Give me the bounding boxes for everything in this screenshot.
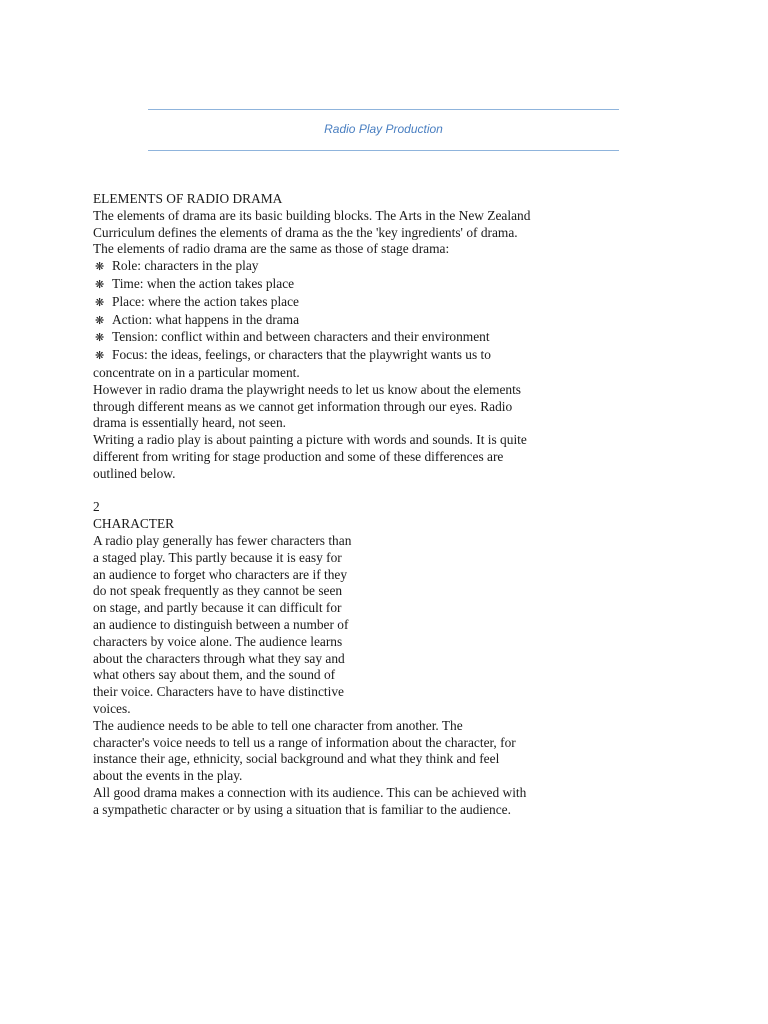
- paragraph-line: different from writing for stage production and some of these differences are: [93, 448, 504, 464]
- bullet-icon: ❋: [95, 296, 105, 309]
- bullet-icon: ❋: [95, 261, 105, 274]
- paragraph-line: an audience to forget who characters are if they: [93, 566, 348, 582]
- bullet-item: ❋ Tension: conflict within and between characters and their environment: [93, 329, 613, 347]
- paragraph-line: do not speak frequently as they cannot be seen: [93, 583, 343, 599]
- section-heading-character: CHARACTER: [93, 516, 175, 532]
- paragraph-line: about the characters through what they say and: [93, 650, 345, 666]
- paragraph-line: outlined below.: [93, 465, 176, 481]
- paragraph-line: an audience to distinguish between a number of: [93, 616, 349, 632]
- running-header-title: Radio Play Production: [324, 122, 443, 136]
- bullet-item: ❋ Place: where the action takes place: [93, 294, 613, 312]
- header-rule-top: [148, 109, 619, 110]
- spacer: [93, 483, 613, 500]
- paragraph-line: their voice. Characters have to have distinctive: [93, 684, 344, 700]
- paragraph-line: a sympathetic character or by using a situation that is familiar to the audience.: [93, 801, 511, 817]
- bullet-item: ❋ Role: characters in the play: [93, 258, 613, 276]
- header-rule-bottom: [148, 150, 619, 151]
- intro-line: Curriculum defines the elements of drama as the the 'key ingredients' of drama.: [93, 224, 518, 240]
- bullet-item: ❋ Action: what happens in the drama: [93, 312, 613, 330]
- paragraph-line: drama is essentially heard, not seen.: [93, 415, 286, 431]
- paragraph-line: Writing a radio play is about painting a picture with words and sounds. It is quite: [93, 432, 527, 448]
- paragraph-line: a staged play. This partly because it is easy for: [93, 549, 342, 565]
- intro-line: The elements of radio drama are the same as those of stage drama:: [93, 241, 450, 257]
- bullet-icon: ❋: [95, 314, 105, 327]
- paragraph-line: All good drama makes a connection with its audience. This can be achieved with: [93, 784, 527, 800]
- bullet-continuation: concentrate on in a particular moment.: [93, 364, 300, 380]
- bullet-icon: ❋: [95, 278, 105, 291]
- paragraph-line: However in radio drama the playwright needs to let us know about the elements: [93, 381, 522, 397]
- paragraph-line: voices.: [93, 700, 131, 716]
- section-heading-elements: ELEMENTS OF RADIO DRAMA: [93, 191, 283, 206]
- paragraph-line: instance their age, ethnicity, social background and what they think and feel: [93, 751, 500, 767]
- bullet-icon: ❋: [95, 332, 105, 345]
- bullet-icon: ❋: [95, 350, 105, 363]
- document-body: [93, 191, 613, 818]
- bullet-item: ❋ Focus: the ideas, feelings, or characters that the playwright wants us to: [93, 347, 613, 365]
- paragraph-line: A radio play generally has fewer characters than: [93, 532, 352, 548]
- paragraph-line: through different means as we cannot get information through our eyes. Radio: [93, 398, 513, 414]
- paragraph-line: on stage, and partly because it can difficult for: [93, 600, 342, 616]
- paragraph-line: characters by voice alone. The audience learns: [93, 633, 343, 649]
- paragraph-line: about the events in the play.: [93, 768, 243, 784]
- intro-line: The elements of drama are its basic building blocks. The Arts in the New Zealand: [93, 207, 531, 223]
- bullet-item: ❋ Time: when the action takes place: [93, 276, 613, 294]
- paragraph-line: character's voice needs to tell us a range of information about the character, for: [93, 734, 516, 750]
- paragraph-line: what others say about them, and the sound of: [93, 667, 336, 683]
- page-number: 2: [93, 499, 100, 515]
- paragraph-line: The audience needs to be able to tell one character from another. The: [93, 717, 463, 733]
